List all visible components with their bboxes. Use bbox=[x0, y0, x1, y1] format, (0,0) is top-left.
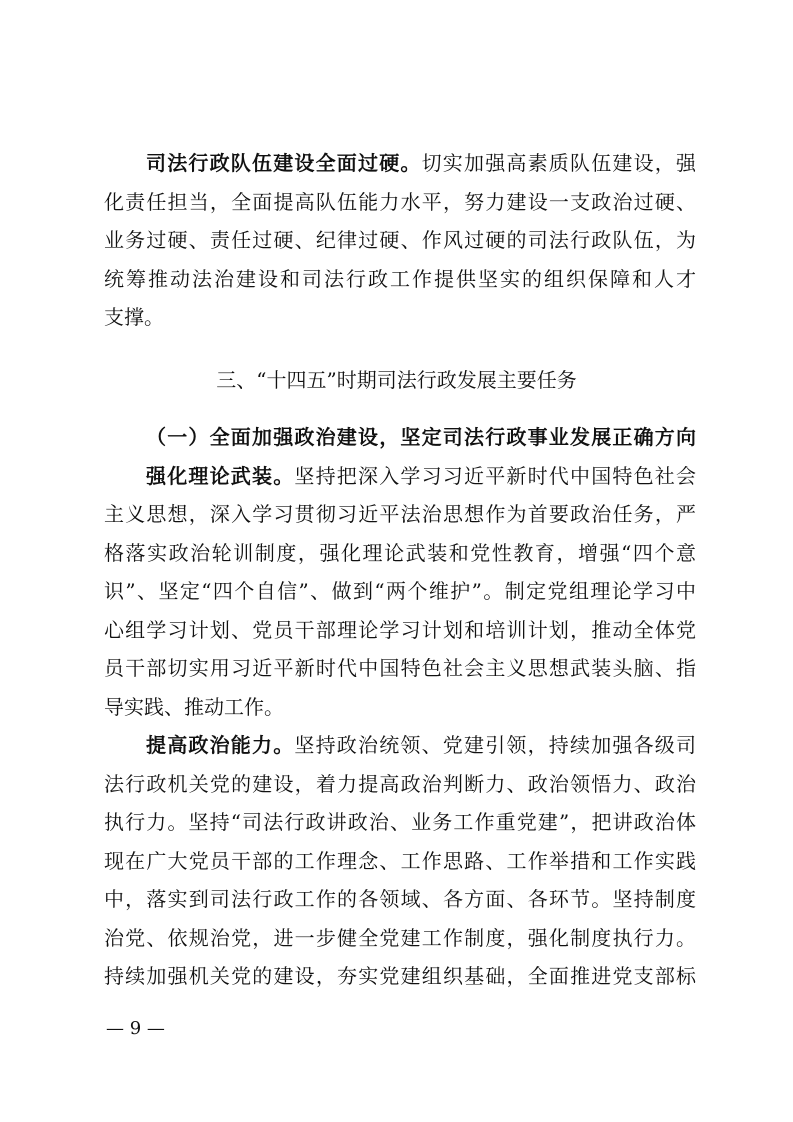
paragraph-lead: 提高政治能力。 bbox=[146, 733, 295, 757]
paragraph-team-building bbox=[104, 144, 696, 337]
paragraph-line: 提高政治能力。坚持政治统领、党建引领，持续加强各级司 bbox=[146, 733, 697, 757]
paragraph-line: 统筹推动法治建设和司法行政工作提供坚实的组织保障和人才 bbox=[104, 266, 696, 291]
paragraph-line: 强化理论武装。坚持把深入学习习近平新时代中国特色社会 bbox=[146, 463, 697, 488]
paragraph-line: 司法行政队伍建设全面过硬。切实加强高素质队伍建设，强 bbox=[146, 151, 697, 175]
paragraph-line: 支撑。 bbox=[104, 305, 164, 329]
paragraph-line: 化责任担当，全面提高队伍能力水平，努力建设一支政治过硬、 bbox=[104, 189, 696, 214]
paragraph-line: 执行力。坚持“司法行政讲政治、业务工作重党建”，把讲政治体 bbox=[104, 810, 696, 834]
paragraph-line: 心组学习计划、党员干部理论学习计划和培训计划，推动全体党 bbox=[104, 617, 696, 642]
subsection-heading: （一）全面加强政治建设，坚定司法行政事业发展正确方向 bbox=[146, 425, 696, 449]
page-number: — 9 — bbox=[106, 1018, 165, 1039]
section-body bbox=[104, 418, 696, 996]
paragraph-line: 识”、坚定“四个自信”、做到“两个维护”。制定党组理论学习中 bbox=[104, 579, 696, 603]
paragraph-line: 持续加强机关党的建设，夯实党建组织基础，全面推进党支部标 bbox=[104, 964, 696, 988]
paragraph-line: 格落实政治轮训制度，强化理论武装和党性教育，增强“四个意 bbox=[104, 540, 696, 565]
paragraph-line: 中，落实到司法行政工作的各领域、各方面、各环节。坚持制度 bbox=[104, 887, 696, 911]
paragraph-line: 导实践、推动工作。 bbox=[104, 694, 284, 719]
paragraph-lead: 强化理论武装。 bbox=[146, 463, 295, 488]
paragraph-line: 现在广大党员干部的工作理念、工作思路、工作举措和工作实践 bbox=[104, 848, 696, 873]
paragraph-line: 业务过硬、责任过硬、纪律过硬、作风过硬的司法行政队伍，为 bbox=[104, 228, 696, 252]
paragraph-line: 员干部切实用习近平新时代中国特色社会主义思想武装头脑、指 bbox=[104, 656, 696, 680]
paragraph-line: 法行政机关党的建设，着力提高政治判断力、政治领悟力、政治 bbox=[104, 771, 696, 796]
section-heading: 三、“十四五”时期司法行政发展主要任务 bbox=[216, 368, 577, 392]
paragraph-line: 治党、依规治党，进一步健全党建工作制度，强化制度执行力。 bbox=[104, 925, 696, 950]
paragraph-line: 主义思想，深入学习贯彻习近平法治思想作为首要政治任务，严 bbox=[104, 502, 696, 526]
paragraph-lead: 司法行政队伍建设全面过硬。 bbox=[146, 151, 422, 175]
